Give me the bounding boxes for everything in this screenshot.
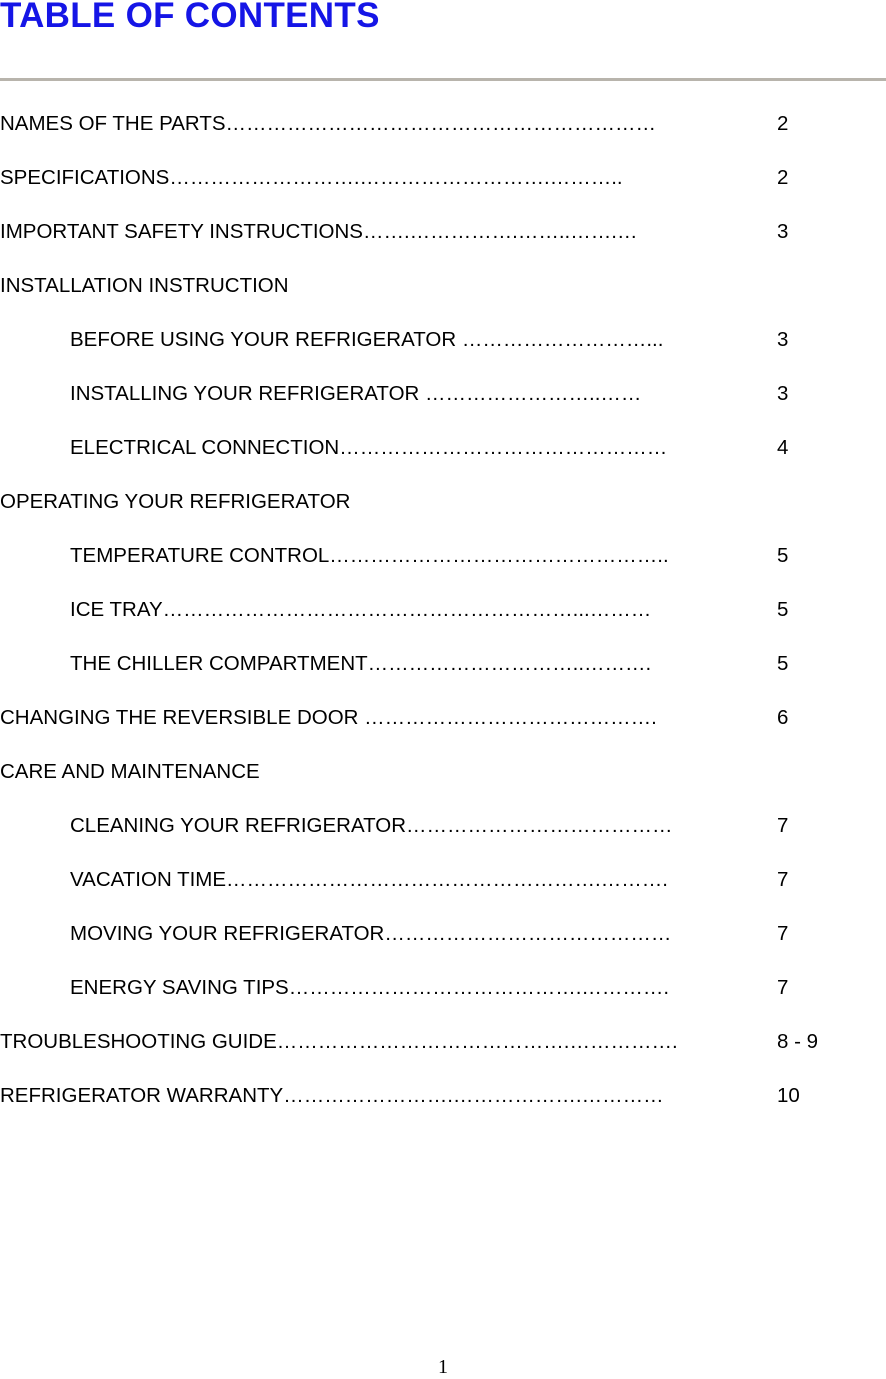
toc-entry-page: 10 [777,1084,800,1107]
toc-entry-label: MOVING YOUR REFRIGERATOR…………………………………… [70,922,672,945]
toc-entry[interactable] [0,326,886,354]
toc-entry[interactable] [0,542,886,570]
toc-entry[interactable] [0,974,886,1002]
toc-entry-page: 3 [777,382,789,405]
toc-entry[interactable] [0,866,886,894]
toc-entry[interactable] [0,380,886,408]
toc-entry-page: 8 - 9 [777,1030,819,1053]
toc-entry[interactable] [0,704,886,732]
toc-entry-label: OPERATING YOUR REFRIGERATOR [0,490,351,513]
toc-entry-label: SPECIFICATIONS……………………….……………………….……….. [0,166,623,189]
toc-entry-page: 4 [777,436,789,459]
toc-entry-label: CLEANING YOUR REFRIGERATOR………………………………… [70,814,673,837]
toc-section-heading[interactable] [0,272,886,300]
page-number: 1 [438,1356,448,1378]
toc-entry-label: ELECTRICAL CONNECTION………………………………………… [70,436,668,459]
toc-entry-page: 2 [777,112,789,135]
toc-entry-page: 6 [777,706,789,729]
toc-entry-page: 5 [777,544,789,567]
toc-entry[interactable] [0,596,886,624]
toc-entry[interactable] [0,434,886,462]
toc-entry-label: ICE TRAY……………………………………………………...……… [70,598,652,621]
toc-entry-label: VACATION TIME……………………………………………….………. [70,868,668,891]
toc-entry-page: 2 [777,166,789,189]
title-divider [0,78,886,81]
toc-section-heading[interactable] [0,488,886,516]
toc-entry[interactable] [0,812,886,840]
toc-entry-label: TROUBLESHOOTING GUIDE…………………………………….……………. [0,1030,678,1053]
toc-entry-page: 7 [777,868,789,891]
toc-entry-label: IMPORTANT SAFETY INSTRUCTIONS…….…………….……..…….… [0,220,638,243]
toc-entry-label: BEFORE USING YOUR REFRIGERATOR ………………………... [70,328,664,351]
toc-entry-page: 7 [777,814,789,837]
toc-entry[interactable] [0,920,886,948]
toc-entry[interactable] [0,650,886,678]
toc-entry-label: TEMPERATURE CONTROL………………………………………….. [70,544,669,567]
toc-entry-label: THE CHILLER COMPARTMENT…………………………..………. [70,652,652,675]
toc-entry-page: 3 [777,220,789,243]
toc-entry[interactable] [0,110,886,138]
toc-entry-page: 7 [777,976,789,999]
toc-entry-page: 5 [777,598,789,621]
toc-entry-label: INSTALLATION INSTRUCTION [0,274,289,297]
toc-entry-label: INSTALLING YOUR REFRIGERATOR ……………………..…… [70,382,642,405]
toc-entry-label: REFRIGERATOR WARRANTY…………………….……………….………… [0,1084,664,1107]
toc-entry[interactable] [0,164,886,192]
toc-entry[interactable] [0,218,886,246]
page-title: TABLE OF CONTENTS [0,0,380,35]
toc-entry-label: CARE AND MAINTENANCE [0,760,260,783]
toc-entry-label: CHANGING THE REVERSIBLE DOOR ……………………………………. [0,706,657,729]
toc-entry-page: 5 [777,652,789,675]
toc-entry-page: 3 [777,328,789,351]
toc-entry[interactable] [0,1028,886,1056]
toc-entry[interactable] [0,1082,886,1110]
toc-entry-label: ENERGY SAVING TIPS…………………………………….…………. [70,976,670,999]
toc-section-heading[interactable] [0,758,886,786]
toc-entry-page: 7 [777,922,789,945]
toc-entry-label: NAMES OF THE PARTS……………………………………………………… [0,112,657,135]
